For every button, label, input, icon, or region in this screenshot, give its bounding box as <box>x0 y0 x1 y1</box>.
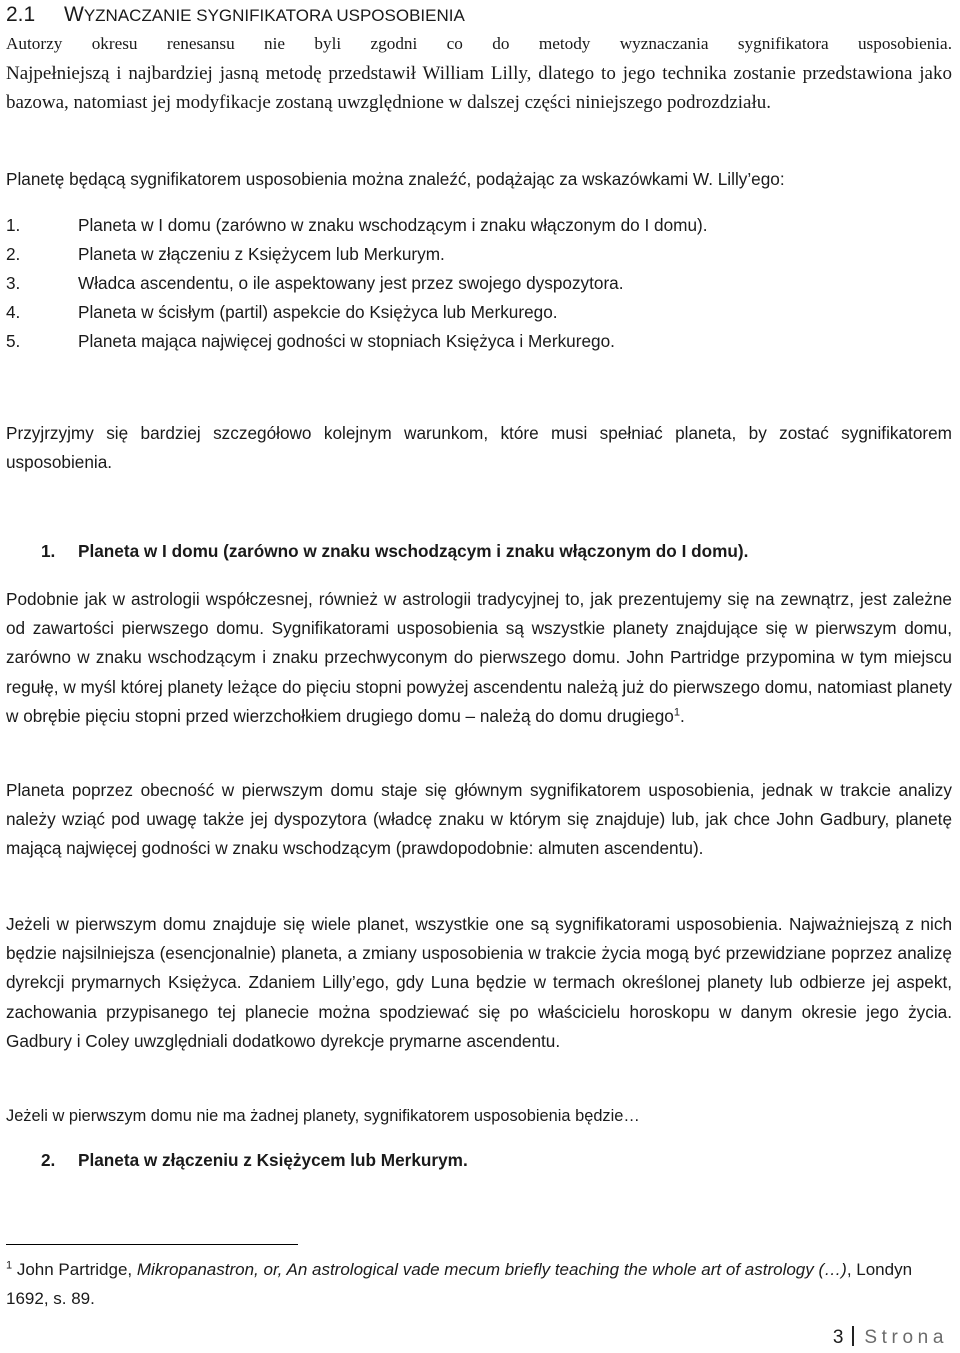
section-title-initial: W <box>64 3 84 26</box>
list-item: 1. Planeta w I domu (zarówno w znaku wschodzącym i znaku włączonym do I domu). <box>6 215 708 235</box>
condition-1-paragraph-2: Planeta poprzez obecność w pierwszym domu staje się głównym sygnifikatorem usposobienia, jednak w trakcie analizy należy wziąć pod uwagę także jej dyspozytora (władcę znaku w którym się znajduje) lub, jak chce John Gadbury, planetę mającą najwięcej godności w znaku wschodzącym (prawdopodobnie: almuten ascendentu). <box>6 780 952 859</box>
list-item: 5. Planeta mająca najwięcej godności w stopniach Księżyca i Merkurego. <box>6 331 615 351</box>
section-number: 2.1 <box>6 3 36 26</box>
page-number: 3 Strona <box>832 1327 948 1348</box>
list-item: 3. Władca ascendentu, o ile aspektowany jest przez swojego dyspozytora. <box>6 273 624 293</box>
condition-1-closing: Jeżeli w pierwszym domu nie ma żadnej planety, sygnifikatorem usposobienia będzie… <box>6 1107 640 1125</box>
section-heading <box>6 2 465 29</box>
condition-2-heading: 2. Planeta w złączeniu z Księżycem lub Merkurym. <box>41 1150 468 1170</box>
section-title-rest: YZNACZANIE SYGNIFIKATORA USPOSOBIENIA <box>83 6 465 25</box>
footnote-divider <box>6 1244 298 1245</box>
transition-paragraph: Przyjrzyjmy się bardziej szczegółowo kolejnym warunkom, które musi spełniać planeta, by zostać sygnifikatorem usposobienia. <box>6 423 952 473</box>
condition-1-paragraph-1: Podobnie jak w astrologii współczesnej, również w astrologii tradycyjnej to, jak prezentujemy się na zewnątrz, jest zależne od zawartości pierwszego domu. Sygnifikatorami usposobienia są wszystkie planety znajdujące się w pierwszym domu, zarówno w znaku wschodzącym i znaku przechwyconym do pierwszego domu. John Partridge przypomina w tym miejscu regułę, w myśl której planety leżące do pięciu stopni powyżej ascendentu należą już do pierwszego domu, natomiast planety w obrębie pięciu stopni przed wierzchołkiem drugiego domu – należą do domu drugiego$^1$. <box>6 589 952 726</box>
lilly-intro: Planetę będącą sygnifikatorem usposobienia można znaleźć, podążając za wskazówkami W. Lilly’ego: <box>6 169 785 189</box>
intro-first-line: Autorzy okresu renesansu nie byli zgodni co do metody wyznaczania sygnifikatora usposobienia. <box>6 34 952 53</box>
condition-1-heading: 1. Planeta w I domu (zarówno w znaku wschodzącym i znaku włączonym do I domu). <box>41 541 749 561</box>
footnote-book-title: Mikropanastron, or, An astrological vade mecum briefly teaching the whole art of astrology (…) <box>136 1260 847 1279</box>
condition-1-paragraph-3: Jeżeli w pierwszym domu znajduje się wiele planet, wszystkie one są sygnifikatorami usposobienia. Najważniejszą z nich będzie najsilniejsza (esencjonalnie) planeta, a zmiany usposobienia w trakcie życia mogą być przewidziane poprzez analizę dyrekcji prymarnych Księżyca. Zdaniem Lilly’ego, gdy Luna będzie w termach określonej planety lub odbierze jej aspekt, zachowania przypisanego tej planecie można spodziewać się po właścicielu horoskopu w danym okresie jego życia. Gadbury i Coley uwzględniali dodatkowo dyrekcje prymarne ascendentu. <box>6 914 952 1051</box>
list-item: 2. Planeta w złączeniu z Księżycem lub Merkurym. <box>6 244 445 264</box>
page-number-separator <box>852 1326 854 1346</box>
footnote: $^1$ John Partridge, Mikropanastron, or, An astrological vade mecum briefly teaching the whole art of astrology (…), Londyn 1692, s. 89. <box>6 1259 913 1308</box>
footnote-ref: 1 <box>673 706 680 719</box>
intro-paragraph: Najpełniejszą i najbardziej jasną metodę przedstawił William Lilly, dlatego to jego technika zostanie przedstawiona jako bazowa, natomiast jej modyfikacje zostaną uwzględnione w dalszej części niniejszego podrozdziału. <box>6 63 952 113</box>
list-item: 4. Planeta w ścisłym (partil) aspekcie do Księżyca lub Merkurego. <box>6 302 558 322</box>
